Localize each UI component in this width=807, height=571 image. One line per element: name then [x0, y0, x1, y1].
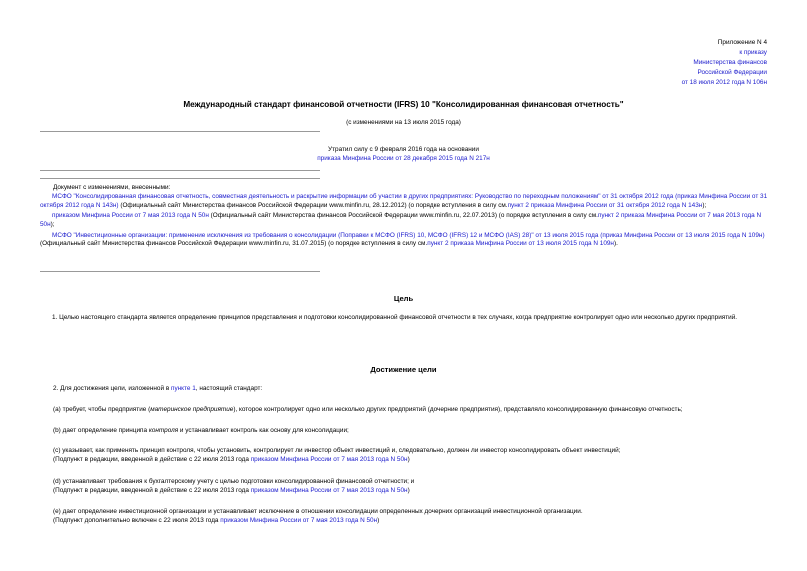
text: )	[377, 517, 380, 524]
change-link[interactable]: пункт 2 приказа Минфина России от 7 мая 2013 года N 50н	[40, 212, 762, 228]
text: (а) требует, чтобы предприятие (	[53, 406, 151, 413]
text: (Подпункт дополнительно включен с 22 июля 2013 года	[53, 517, 221, 524]
subitem-b	[53, 427, 773, 436]
text: (b) дает определение принципа	[53, 427, 149, 434]
changes-intro: Документ с изменениями, внесенными:	[53, 184, 171, 191]
subitem-d: (d) устанавливает требования к бухгалтерскому учету с целью подготовки консолидированной финансовой отчетности; и	[53, 478, 415, 485]
term-italic: материнское предприятие	[150, 406, 234, 413]
repeal-order-link[interactable]: приказа Минфина России от 28 декабря 2015 года N 217н	[317, 155, 490, 162]
change-link[interactable]: приказом Минфина России от 7 мая 2013 года N 50н	[52, 212, 209, 220]
text: (Подпункт в редакции, введенной в действие с 22 июля 2013 года	[53, 487, 251, 494]
change-text: ).	[613, 240, 618, 248]
amendment-link[interactable]: приказом Минфина России от 7 мая 2013 года N 50н	[220, 517, 378, 524]
appendix-link[interactable]: к приказу	[739, 49, 767, 56]
text: 2. Для достижения цели, изложенной в	[53, 385, 171, 392]
text: (Подпункт в редакции, введенной в действие с 22 июля 2013 года	[53, 456, 251, 463]
change-link[interactable]: МСФО "Консолидированная финансовая отчетность, совместная деятельность и раскрытие информации об участии в других предприятиях: Руководство по переходным положениям" от 31 октября 2012 года	[52, 193, 674, 200]
subitem-c-note	[53, 456, 773, 465]
divider	[40, 170, 320, 171]
document-title: Международный стандарт финансовой отчетности (IFRS) 10 "Консолидированная финансовая отчетность"	[183, 100, 624, 109]
appendix-line: Приложение N 4	[717, 39, 767, 46]
change-item	[40, 232, 770, 249]
text: )	[407, 487, 410, 494]
paragraph	[40, 314, 770, 325]
appendix-link[interactable]: Российской Федерации	[697, 69, 767, 76]
subitem-d-note	[53, 487, 773, 496]
term-italic: контроля	[148, 427, 179, 434]
subitem-e: (е) дает определение инвестиционной организации и устанавливает исключение в отношении консолидации определенных дочерних организаций инвестиционной организации.	[53, 508, 583, 515]
text: ), которое контролирует одно или несколько других предприятий (дочерние предприятия), представляло консолидированную финансовую отчетность;	[233, 406, 683, 413]
section-heading: Достижение цели	[370, 365, 437, 374]
change-link[interactable]: пункт 2 приказа Минфина России от 13 июля 2015 года N 109н	[427, 240, 614, 248]
changes-list	[40, 193, 770, 251]
divider	[40, 178, 320, 179]
change-link[interactable]: (приказ Минфина России от 31 октября 2012 года N 143н)	[40, 193, 768, 209]
appendix-link[interactable]: Министерства финансов	[693, 59, 767, 66]
status-link	[0, 155, 807, 164]
change-text: (Официальный сайт Министерства финансов Российской Федерации www.minfin.ru, 22.07.2013) (о порядке вступления в силу см.	[208, 212, 598, 220]
text: , настоящий стандарт:	[195, 385, 263, 392]
text: и устанавливает контроль как основу для консолидации;	[178, 427, 349, 434]
amendment-link[interactable]: приказом Минфина России от 7 мая 2013 года N 50н	[250, 487, 408, 494]
change-link[interactable]: пункт 2 приказа Минфина России от 31 октября 2012 года N 143н	[507, 201, 703, 209]
text: )	[407, 456, 410, 463]
subitem-e-note	[53, 517, 773, 526]
appendix-link[interactable]: от 18 июля 2012 года N 106н	[681, 79, 767, 86]
paragraph-2	[53, 385, 773, 394]
change-link[interactable]: (приказ Минфина России от 13 июля 2015 года N 109н)	[600, 231, 765, 239]
subitem-c: (с) указывает, как применять принцип контроля, чтобы установить, контролирует ли инвестор объект инвестиций и, следовательно, должен ли инвестор консолидировать объект инвестиций;	[53, 447, 621, 454]
change-text: );	[50, 220, 55, 228]
change-text: );	[702, 201, 707, 209]
section-heading: Цель	[393, 294, 414, 303]
paragraph-1: 1. Целью настоящего стандарта является определение принципов представления и подготовки консолидированной финансовой отчетности в тех случаях, когда предприятие контролирует одно или несколько других предприятий.	[52, 314, 738, 321]
point-1-link[interactable]: пункте 1	[171, 385, 196, 392]
change-text: (Официальный сайт Министерства финансов Российской Федерации www.minfin.ru, 28.12.2012) (о порядке вступления в силу см.	[118, 201, 508, 209]
subitem-a	[53, 406, 773, 415]
change-link[interactable]: МСФО "Инвестиционные организации: применение исключения из требования о консолидации (Поправки к МСФО (IFRS) 10, МСФО (IFRS) 12 и МСФО (IAS) 28)" от 13 июля 2015 года	[52, 231, 599, 239]
change-item	[40, 193, 770, 210]
change-text: (Официальный сайт Министерства финансов Российской Федерации www.minfin.ru, 31.07.2015) (о порядке вступления в силу см.	[40, 240, 428, 248]
amendment-link[interactable]: приказом Минфина России от 7 мая 2013 года N 50н	[250, 456, 408, 463]
divider	[40, 131, 320, 132]
divider	[40, 271, 320, 272]
document-subtitle: (с изменениями на 13 июля 2015 года)	[346, 119, 461, 126]
appendix-block	[682, 38, 767, 88]
status-line: Утратил силу с 9 февраля 2016 года на основании	[328, 146, 479, 153]
change-item	[40, 212, 770, 229]
